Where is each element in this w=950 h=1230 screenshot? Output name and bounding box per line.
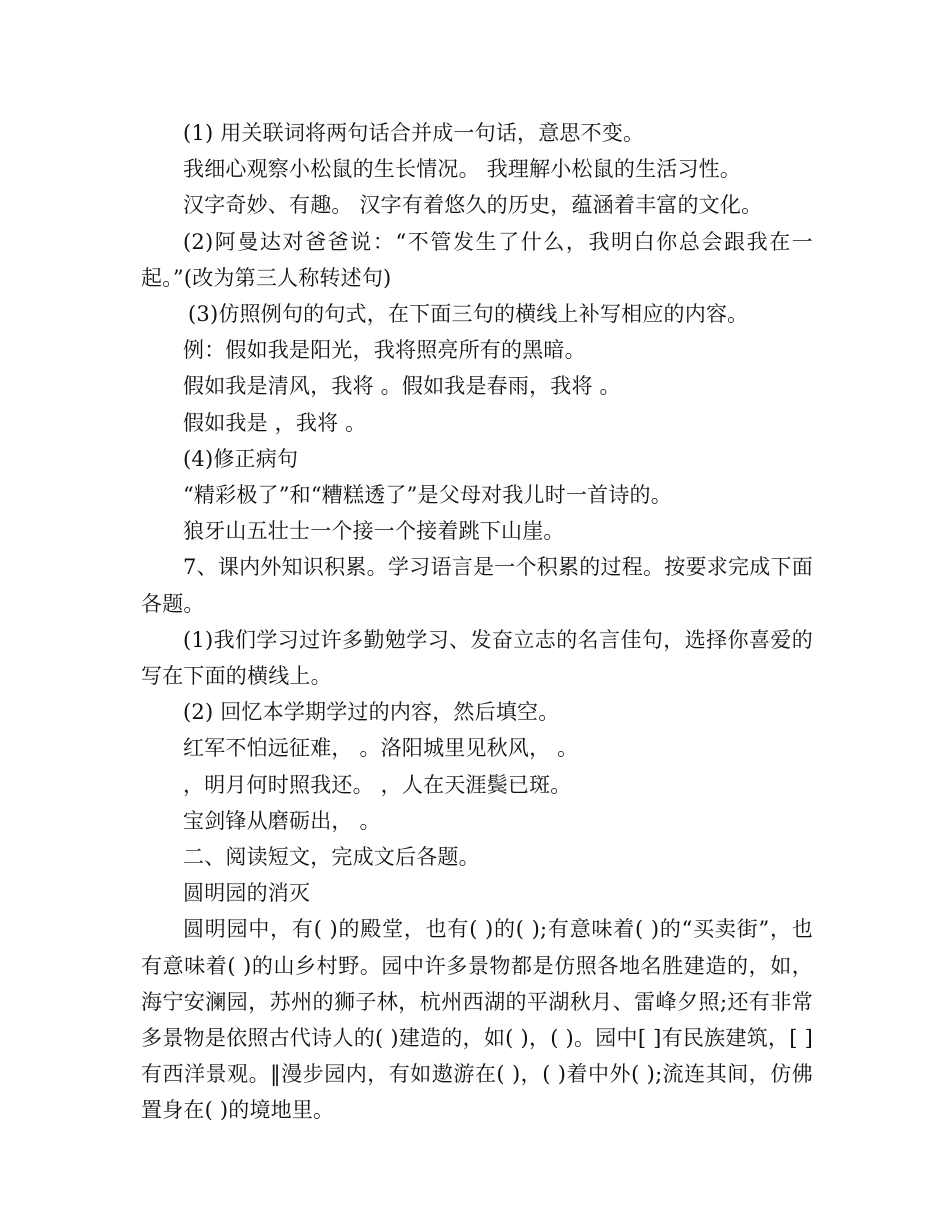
- example-sentence: 例：假如我是阳光，我将照亮所有的黑暗。: [183, 338, 586, 363]
- document-body: [141, 115, 813, 1129]
- sentence-pair-1: 我细心观察小松鼠的生长情况。 我理解小松鼠的生活习性。: [183, 157, 742, 182]
- poem-fill-line-2: ，明月何时照我还。 ，人在天涯鬓已斑。: [183, 772, 572, 797]
- question-3-instruction: (3)仿照例句的句式，在下面三句的横线上补写相应的内容。: [188, 302, 749, 327]
- question-7-part-2: (2) 回忆本学期学过的内容，然后填空。: [183, 700, 560, 725]
- question-1-instruction: (1) 用关联词将两句话合并成一句话，意思不变。: [183, 121, 645, 145]
- poem-fill-line-3: 宝剑锋从磨砺出， 。: [183, 808, 381, 833]
- question-7-instruction: 7、课内外知识积累。学习语言是一个积累的过程。按要求完成下面各题。: [141, 555, 813, 616]
- passage-title: 圆明园的消灭: [183, 881, 311, 906]
- question-4-heading: (4)修正病句: [183, 446, 299, 471]
- imitation-line-1: 假如我是清风，我将 。假如我是春雨，我将 。: [183, 374, 621, 399]
- passage-paragraph: 圆明园中，有( )的殿堂，也有( )的( );有意味着( )的“买卖街”，也有意味着( )的山乡村野。园中许多景物都是仿照各地名胜建造的，如，海宁安澜园，苏州的狮子林，杭州西湖的平湖秋月、雷峰夕照;还有非常多景物是依照古代诗人的( )建造的，如( )，( )。园中[ ]有民族建筑，[ ]有西洋景观。‖漫步园内，有如遨游在( )，( )着中外( );流连其间，仿佛置身在( )的境地里。: [141, 917, 813, 1123]
- faulty-sentence-2: 狼牙山五壮士一个接一个接着跳下山崖。: [183, 519, 565, 544]
- faulty-sentence-1: “精彩极了”和“糟糕透了”是父母对我儿时一首诗的。: [183, 483, 672, 508]
- question-7-part-1: (1)我们学习过许多勤勉学习、发奋立志的名言佳句，选择你喜爱的写在下面的横线上。: [141, 627, 813, 689]
- imitation-line-2: 假如我是 ，我将 。: [183, 410, 367, 435]
- section-2-heading: 二、阅读短文，完成文后各题。: [183, 845, 480, 870]
- poem-fill-line-1: 红军不怕远征难， 。洛阳城里见秋风， 。: [183, 736, 579, 761]
- question-2-reported-speech: (2)阿曼达对爸爸说：“不管发生了什么，我明白你总会跟我在一起。”(改为第三人称转述句): [141, 229, 813, 290]
- sentence-pair-2: 汉字奇妙、有趣。 汉字有着悠久的历史，蕴涵着丰富的文化。: [183, 193, 763, 218]
